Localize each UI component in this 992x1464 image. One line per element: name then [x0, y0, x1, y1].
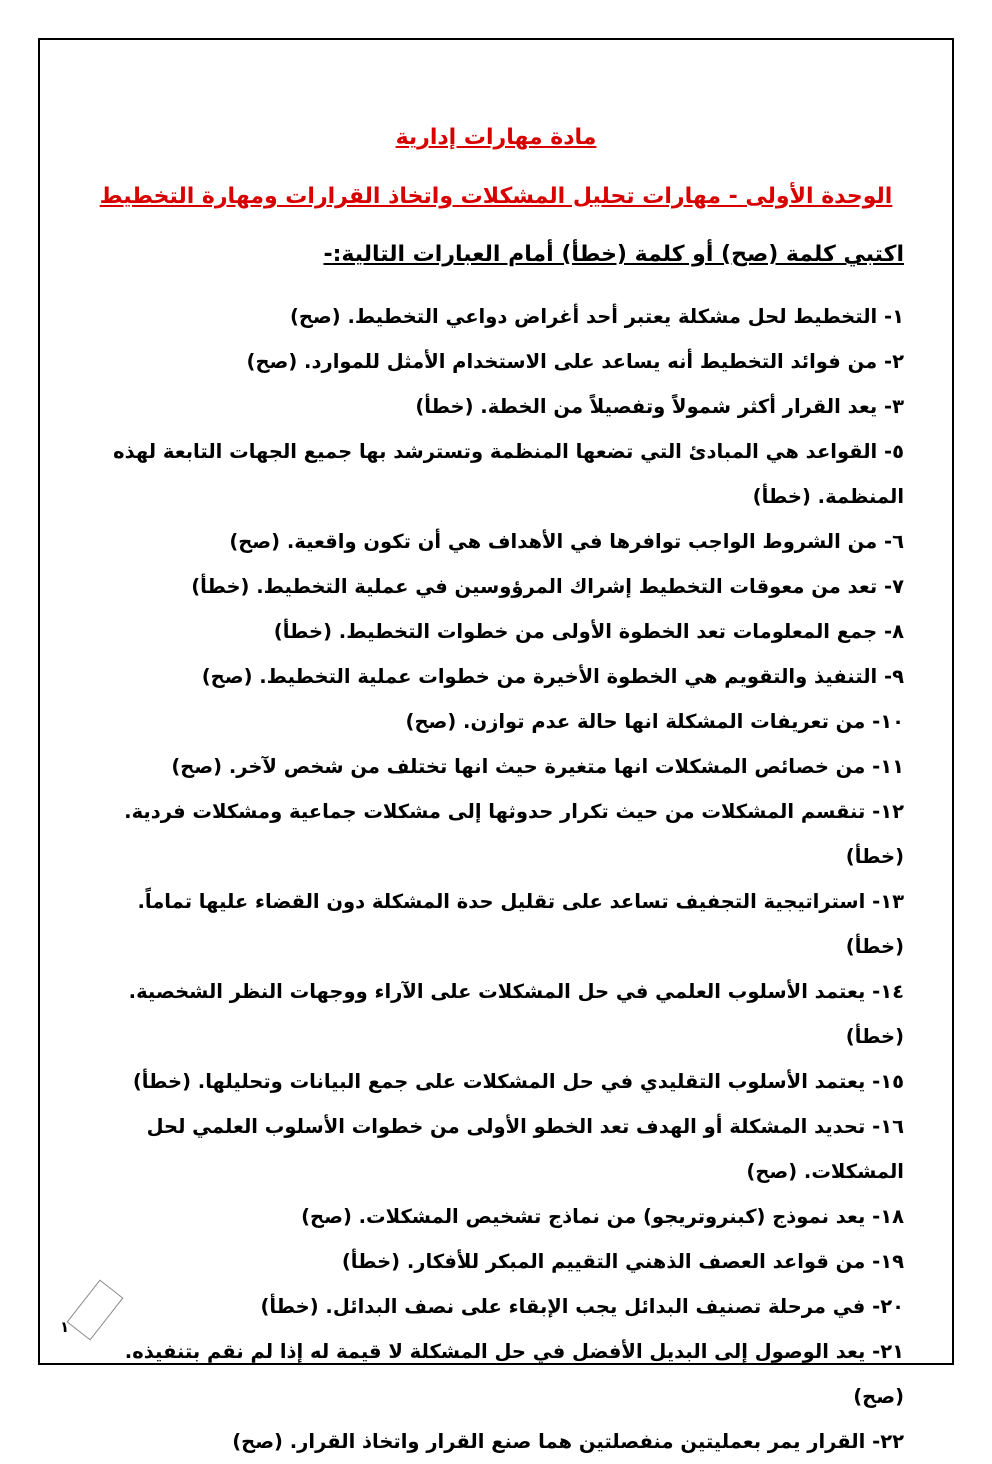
instruction-heading: [88, 241, 904, 270]
statement-item: ٢- من فوائد التخطيط أنه يساعد على الاستخدام الأمثل للموارد. (صح): [246, 349, 904, 373]
statement-item: ١٩- من قواعد العصف الذهني التقييم المبكر للأفكار. (خطأ): [341, 1249, 904, 1273]
statement-item: ١٦- تحديد المشكلة أو الهدف تعد الخطو الأولى من خطوات الأسلوب العلمي لحل المشكلات. (صح): [146, 1114, 904, 1183]
statement-item: ١٣- استراتيجية التجفيف تساعد على تقليل حدة المشكلة دون القضاء عليها تماماً. (خطأ): [137, 889, 904, 958]
doc-title: [88, 124, 904, 153]
statement-item: ٢١- يعد الوصول إلى البديل الأفضل في حل المشكلة لا قيمة له إذا لم نقم بتنفيذه. (صح): [124, 1339, 904, 1408]
statement-item: ١٠- من تعريفات المشكلة انها حالة عدم توازن. (صح): [405, 709, 904, 733]
statement-item: ٧- تعد من معوقات التخطيط إشراك المرؤوسين في عملية التخطيط. (خطأ): [191, 574, 904, 598]
instruction-text: اكتبي كلمة (صح) أو كلمة (خطأ) أمام العبارات التالية:-: [323, 242, 904, 268]
doc-title-text: مادة مهارات إدارية: [395, 125, 597, 150]
statement-item: ١١- من خصائص المشكلات انها متغيرة حيث انها تختلف من شخص لآخر. (صح): [171, 754, 904, 778]
statement-item: ٥- القواعد هي المبادئ التي تضعها المنظمة وتسترشد بها جميع الجهات التابعة لهذه المنظمة. (خطأ): [113, 439, 904, 508]
statement-item: ٢٢- القرار يمر بعمليتين منفصلتين هما صنع القرار واتخاذ القرار. (صح): [232, 1429, 904, 1453]
statements-list: [88, 294, 904, 1464]
statement-item: ١٥- يعتمد الأسلوب التقليدي في حل المشكلات على جمع البيانات وتحليلها. (خطأ): [132, 1069, 904, 1093]
statement-item: ١- التخطيط لحل مشكلة يعتبر أحد أغراض دواعي التخطيط. (صح): [289, 304, 904, 328]
statement-item: ٩- التنفيذ والتقويم هي الخطوة الأخيرة من خطوات عملية التخطيط. (صح): [201, 664, 904, 688]
doc-subtitle: [88, 183, 904, 212]
statement-item: ٨- جمع المعلومات تعد الخطوة الأولى من خطوات التخطيط. (خطأ): [273, 619, 904, 643]
page-border: [38, 38, 954, 1453]
statement-item: ١٤- يعتمد الأسلوب العلمي في حل المشكلات على الآراء ووجهات النظر الشخصية. (خطأ): [128, 979, 904, 1048]
statement-item: ٢٠- في مرحلة تصنيف البدائل يجب الإبقاء على نصف البدائل. (خطأ): [260, 1294, 904, 1318]
statement-item: ٦- من الشروط الواجب توافرها في الأهداف هي أن تكون واقعية. (صح): [229, 529, 904, 553]
statement-item: ١٢- تنقسم المشكلات من حيث تكرار حدوثها إلى مشكلات جماعية ومشكلات فردية. (خطأ): [124, 799, 904, 868]
page-number: ١: [60, 1318, 70, 1336]
document-content: [40, 40, 952, 1464]
statement-item: ٣- يعد القرار أكثر شمولاً وتفصيلاً من الخطة. (خطأ): [415, 394, 904, 418]
doc-subtitle-text: الوحدة الأولى - مهارات تحليل المشكلات واتخاذ القرارات ومهارة التخطيط: [99, 183, 893, 209]
statement-item: ١٨- يعد نموذج (كبنروتريجو) من نماذج تشخيص المشكلات. (صح): [301, 1204, 904, 1228]
